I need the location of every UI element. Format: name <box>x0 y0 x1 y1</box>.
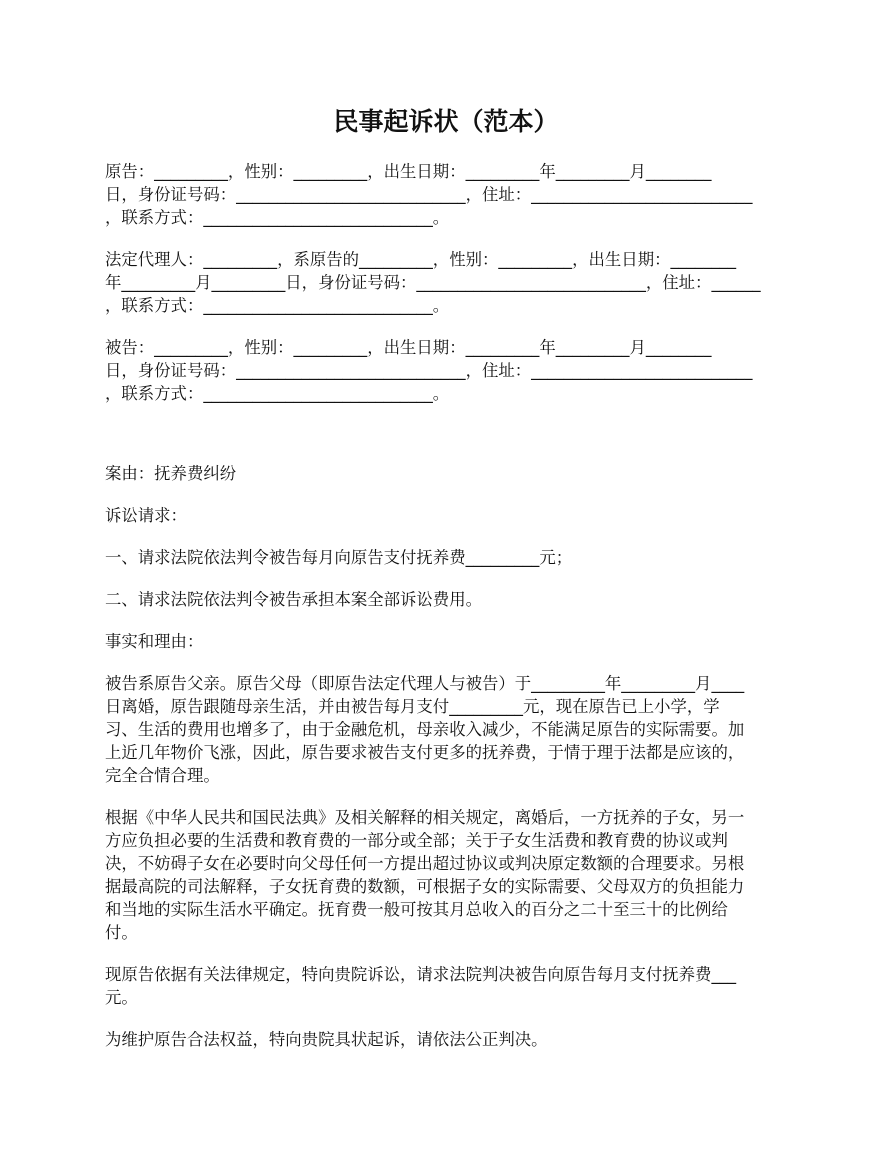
plaintiff-line-1: 原告：_________，性别：_________，出生日期：_________年_________月________ <box>105 162 712 181</box>
representative-line-1: 法定代理人：_________，系原告的_________，性别：_________，出生日期：________ <box>105 250 737 269</box>
paragraph-line: 完全合情合理。 <box>105 766 220 785</box>
legal-representative-info <box>105 248 791 317</box>
paragraph-line: 根据《中华人民共和国民法典》及相关解释的相关规定，离婚后，一方抚养的子女，另一 <box>105 808 745 827</box>
paragraph-line: 和当地的实际生活水平确定。抚育费一般可按其月总收入的百分之二十至三十的比例给 <box>105 900 728 919</box>
claims-heading: 诉讼请求： <box>105 506 187 525</box>
section-gap <box>105 424 791 462</box>
representative-line-2: 年_________月_________日，身份证号码：____________________________，住址：______ <box>105 273 761 292</box>
defendant-line-2: 日，身份证号码：____________________________，住址：___________________________ <box>105 361 753 380</box>
facts-heading: 事实和理由： <box>105 632 204 651</box>
paragraph-line: 方应负担必要的生活费和教育费的一部分或全部；关于子女生活费和教育费的协议或判 <box>105 831 728 850</box>
defendant-info <box>105 336 791 405</box>
facts-paragraph <box>105 672 791 787</box>
paragraph-line: 日离婚，原告跟随母亲生活，并由被告每月支付_________元，现在原告已上小学，学 <box>105 697 720 716</box>
cause-of-action: 案由：抚养费纠纷 <box>105 464 237 483</box>
paragraph-line: 上近几年物价飞涨，因此，原告要求被告支付更多的抚养费，于情于理于法都是应该的， <box>105 743 745 762</box>
paragraph-line: 据最高院的司法解释，子女抚育费的数额，可根据子女的实际需要、父母双方的负担能力 <box>105 877 745 896</box>
paragraph-line: 现原告依据有关法律规定，特向贵院诉讼，请求法院判决被告向原告每月支付抚养费___ <box>105 965 737 984</box>
closing-statement: 为维护原告合法权益，特向贵院具状起诉，请依法公正判决。 <box>105 1030 548 1049</box>
claim-item: 二、请求法院依法判令被告承担本案全部诉讼费用。 <box>105 590 482 609</box>
representative-line-3: ，联系方式：____________________________。 <box>105 296 450 315</box>
defendant-line-3: ，联系方式：____________________________。 <box>105 384 450 403</box>
paragraph-line: 被告系原告父亲。原告父母（即原告法定代理人与被告）于_________年_________月____ <box>105 674 745 693</box>
document-body <box>105 160 791 1070</box>
defendant-line-1: 被告：_________，性别：_________，出生日期：_________年_________月________ <box>105 338 712 357</box>
law-paragraph <box>105 806 791 944</box>
request-paragraph <box>105 963 791 1009</box>
paragraph-line: 习、生活的费用也增多了，由于金融危机，母亲收入减少，不能满足原告的实际需要。加 <box>105 720 745 739</box>
plaintiff-line-2: 日，身份证号码：____________________________，住址：___________________________ <box>105 185 753 204</box>
plaintiff-line-3: ，联系方式：____________________________。 <box>105 208 450 227</box>
plaintiff-info <box>105 160 791 229</box>
claim-item: 一、请求法院依法判令被告每月向原告支付抚养费_________元； <box>105 548 573 567</box>
paragraph-line: 元。 <box>105 988 138 1007</box>
paragraph-line: 付。 <box>105 923 138 942</box>
paragraph-line: 决，不妨碍子女在必要时向父母任何一方提出超过协议或判决原定数额的合理要求。另根 <box>105 854 745 873</box>
document-title: 民事起诉状（范本） <box>333 107 559 136</box>
